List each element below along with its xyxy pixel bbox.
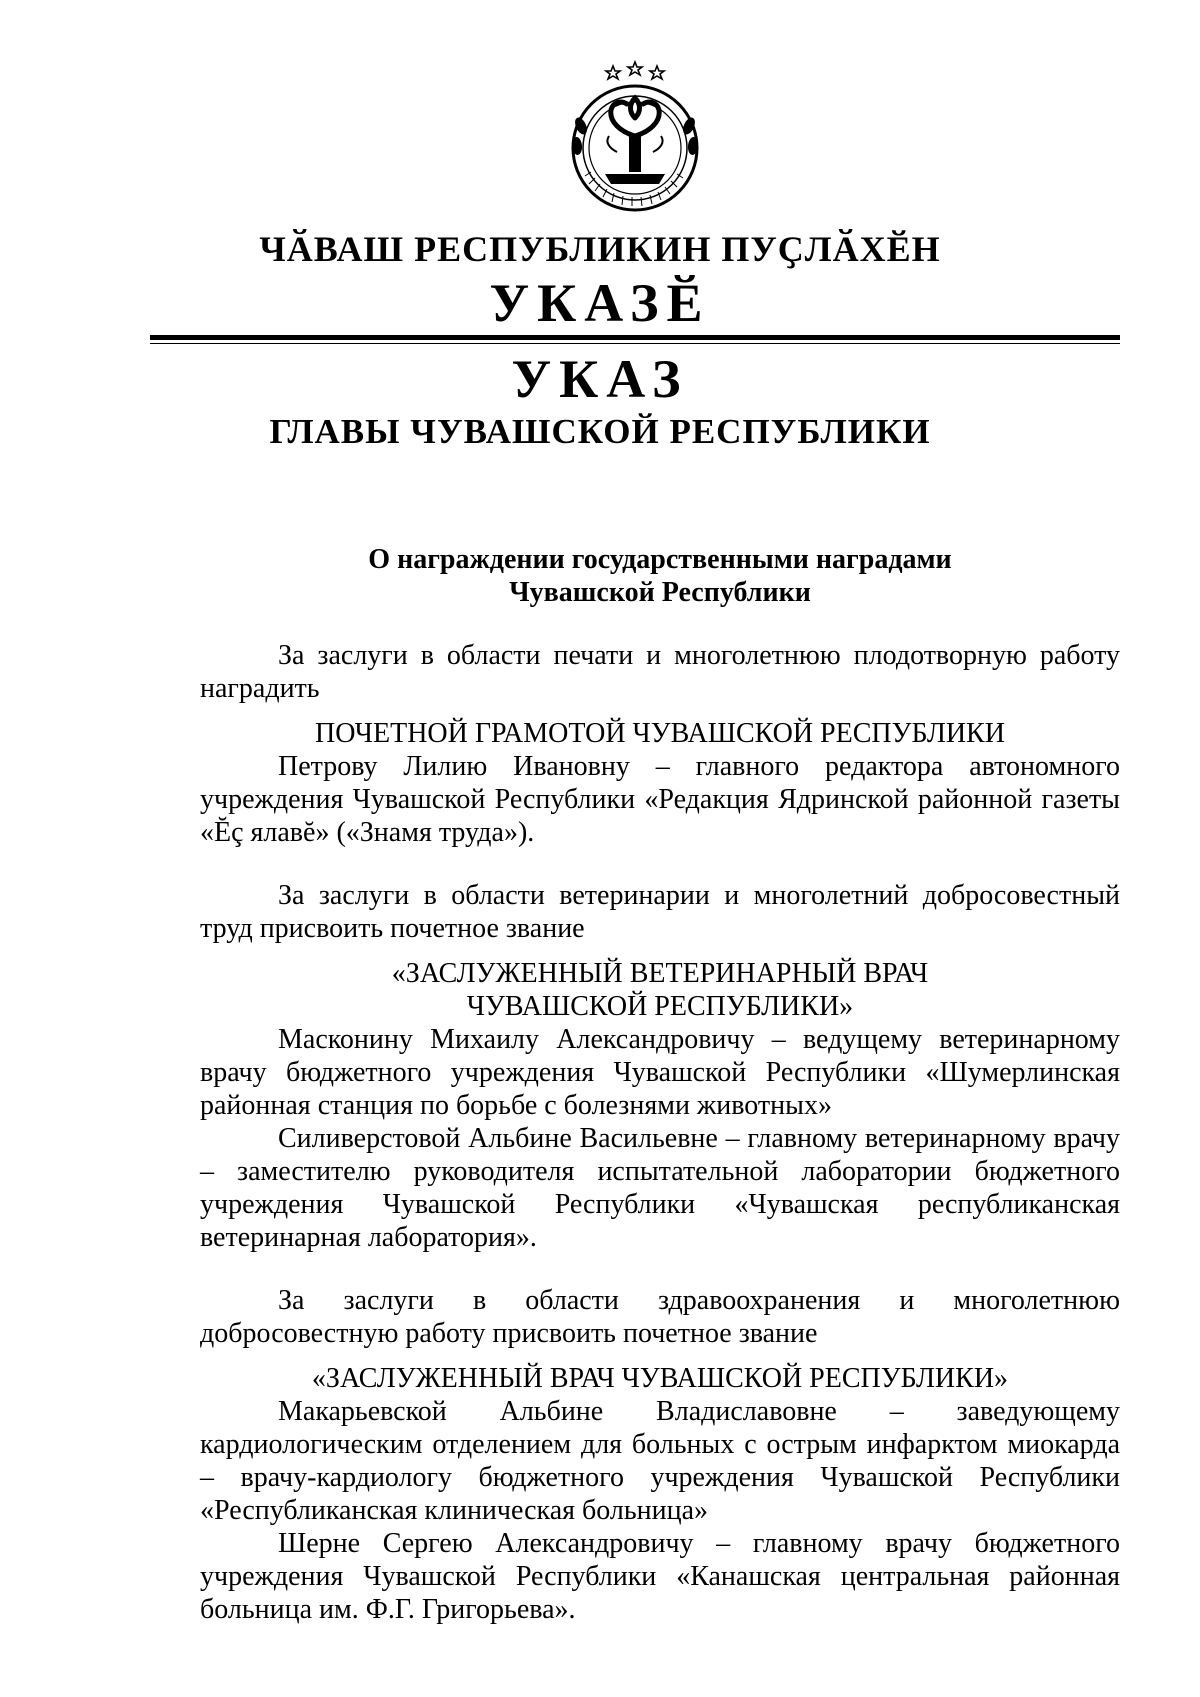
recipient-paragraph: Петрову Лилию Ивановну – главного редактора автономного учреждения Чувашской Республики «Редакция Ядринской районной газеты «Ĕç ялавĕ» («Знамя труда»).: [200, 751, 1120, 848]
recipient-paragraph: Шерне Сергею Александровичу – главному врачу бюджетного учреждения Чувашской Республики «Канашская центральная районная больница им. Ф.Г. Григорьева».: [200, 1528, 1120, 1625]
award-name-line: ПОЧЕТНОЙ ГРАМОТОЙ ЧУВАШСКОЙ РЕСПУБЛИКИ: [315, 718, 1005, 749]
decree-title-line-2: Чувашской Республики: [509, 577, 811, 608]
russian-decree-word: УКАЗ: [511, 349, 689, 409]
award-name-line: «ЗАСЛУЖЕННЫЙ ВЕТЕРИНАРНЫЙ ВРАЧ: [391, 958, 929, 989]
section-intro: За заслуги в области печати и многолетнюю плодотворную работу наградить: [200, 640, 1120, 704]
decree-title: [200, 543, 1120, 609]
section-intro: За заслуги в области здравоохранения и многолетнюю добросовестную работу присвоить почетное звание: [200, 1285, 1120, 1349]
award-name-line: ЧУВАШСКОЙ РЕСПУБЛИКИ»: [466, 991, 854, 1022]
recipient-paragraph: Макарьевской Альбине Владиславовне – заведующему кардиологическим отделением для больных с острым инфарктом миокарда – врачу-кардиологу бюджетного учреждения Чувашской Республики «Республиканская клиническая больница»: [200, 1396, 1120, 1526]
award-name: [200, 717, 1120, 750]
recipient-paragraph: Силиверстовой Альбине Васильевне – главному ветеринарному врачу – заместителю руководителя испытательной лаборатории бюджетного учреждения Чувашской Республики «Чувашская республиканская ветеринарная лаборатория».: [200, 1123, 1120, 1253]
recipient-paragraph: Масконину Михаилу Александровичу – ведущему ветеринарному врачу бюджетного учреждения Чувашской Республики «Шумерлинская районная станция по борьбе с болезнями животных»: [200, 1024, 1120, 1121]
chuvash-header-line: ЧӐВАШ РЕСПУБЛИКИН ПУҪЛӐХӖН: [259, 229, 941, 269]
award-name: [200, 957, 1120, 1023]
russian-header-line: ГЛАВЫ ЧУВАШСКОЙ РЕСПУБЛИКИ: [269, 412, 931, 451]
decree-body: [200, 543, 1120, 1626]
award-name-line: «ЗАСЛУЖЕННЫЙ ВРАЧ ЧУВАШСКОЙ РЕСПУБЛИКИ»: [311, 1363, 1009, 1394]
section-intro: За заслуги в области ветеринарии и многолетний добросовестный труд присвоить почетное звание: [200, 880, 1120, 944]
award-name: [200, 1362, 1120, 1395]
chuvash-coat-of-arms-emblem: [565, 56, 705, 218]
chuvash-decree-word: УКАЗӖ: [489, 273, 711, 333]
header-divider-thick: [150, 335, 1120, 340]
header-divider-thin: [150, 343, 1120, 344]
decree-title-line-1: О награждении государственными наградами: [368, 544, 952, 575]
